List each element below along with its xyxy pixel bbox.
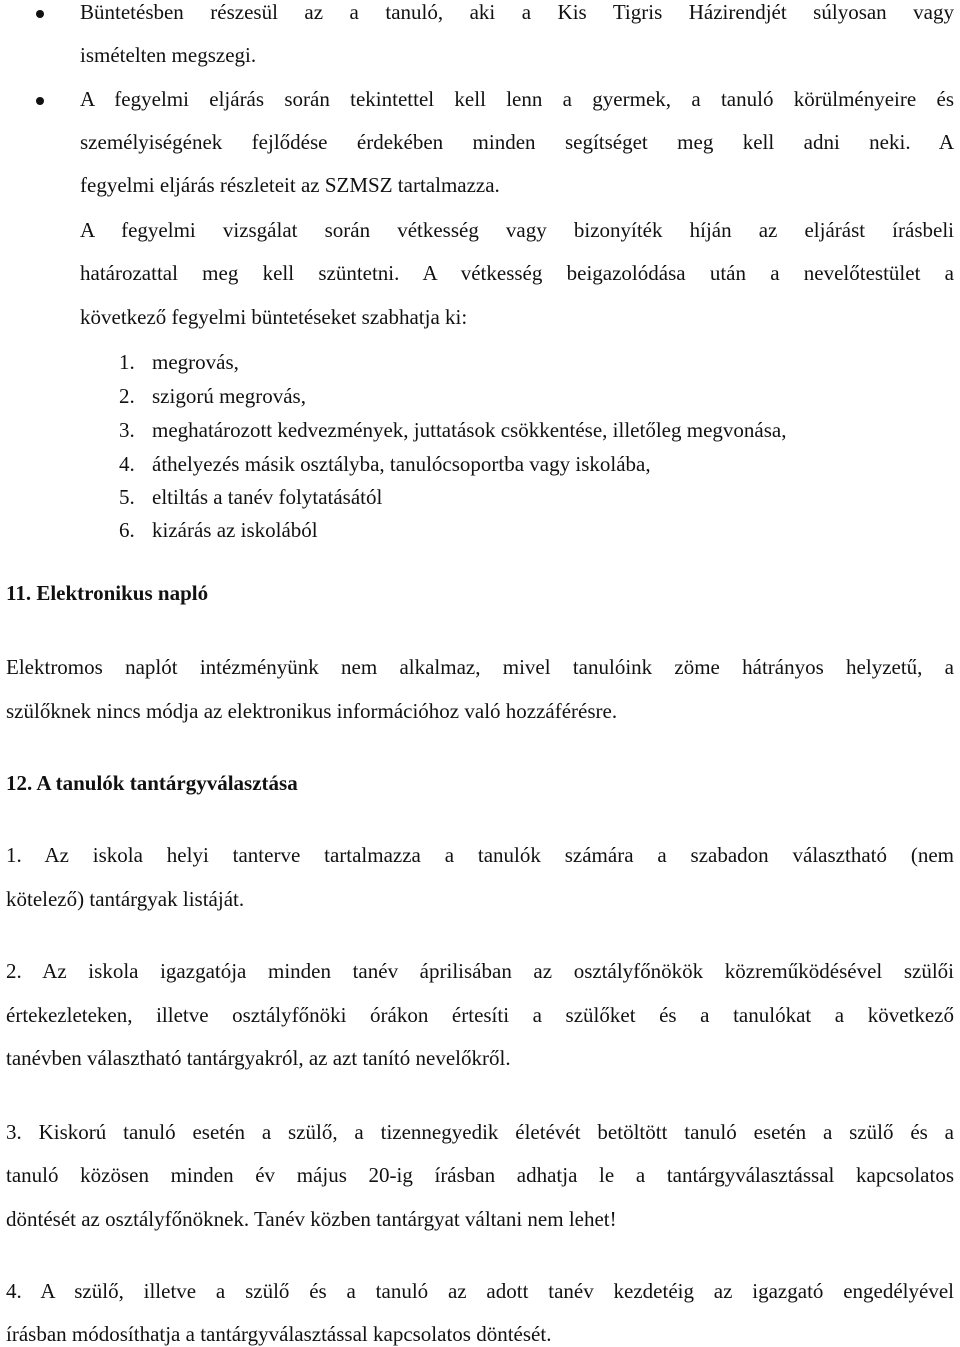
section-12-p1-line-2: kötelező) tantárgyak listáját. xyxy=(6,887,245,911)
penalty-number: 2. xyxy=(119,384,135,408)
penalty-item: meghatározott kedvezmények, juttatások csökkentése, illetőleg megvonása, xyxy=(152,418,787,442)
penalty-number: 5. xyxy=(119,485,135,509)
bullet-2-line-1: A fegyelmi eljárás során tekintettel kell lenn a gyermek, a tanuló körülményeire és xyxy=(80,87,954,111)
penalty-item: áthelyezés másik osztályba, tanulócsoportba vagy iskolába, xyxy=(152,452,651,476)
penalty-number: 4. xyxy=(119,452,135,476)
penalty-item: eltiltás a tanév folytatásától xyxy=(152,485,383,509)
penalty-item: szigorú megrovás, xyxy=(152,384,306,408)
discipline-line-3: következő fegyelmi büntetéseket szabhatja ki: xyxy=(80,305,468,329)
discipline-line-2: határozattal meg kell szüntetni. A vétkesség beigazolódása után a nevelőtestület a xyxy=(80,261,954,285)
bullet-1-line-1: Büntetésben részesül az a tanuló, aki a Kis Tigris Házirendjét súlyosan vagy xyxy=(80,0,954,24)
bullet-icon xyxy=(36,97,44,105)
section-12-p4-line-1: 4. A szülő, illetve a szülő és a tanuló az adott tanév kezdetéig az igazgató engedélyével xyxy=(6,1279,954,1303)
section-12-p4-line-2: írásban módosíthatja a tantárgyválasztással kapcsolatos döntését. xyxy=(6,1322,552,1346)
section-12-p3-line-2: tanuló közösen minden év május 20-ig írásban adhatja le a tantárgyválasztással kapcsolatos xyxy=(6,1163,954,1187)
bullet-2-line-2: személyiségének fejlődése érdekében minden segítséget meg kell adni neki. A xyxy=(80,130,954,154)
penalty-item: kizárás az iskolából xyxy=(152,518,318,542)
discipline-line-1: A fegyelmi vizsgálat során vétkesség vagy bizonyíték híján az eljárást írásbeli xyxy=(80,218,954,242)
section-12-heading: 12. A tanulók tantárgyválasztása xyxy=(6,771,298,795)
penalty-number: 1. xyxy=(119,350,135,374)
section-12-p3-line-1: 3. Kiskorú tanuló esetén a szülő, a tizennegyedik életévét betöltött tanuló esetén a szülő és a xyxy=(6,1120,954,1144)
penalty-item: megrovás, xyxy=(152,350,239,374)
bullet-2-line-3: fegyelmi eljárás részleteit az SZMSZ tartalmazza. xyxy=(80,173,500,197)
penalty-number: 6. xyxy=(119,518,135,542)
section-12-p1-line-1: 1. Az iskola helyi tanterve tartalmazza a tanulók számára a szabadon választható (nem xyxy=(6,843,954,867)
section-11-line-2: szülőknek nincs módja az elektronikus információhoz való hozzáférésre. xyxy=(6,699,618,723)
section-12-p2-line-1: 2. Az iskola igazgatója minden tanév áprilisában az osztályfőnökök közreműködésével szülői xyxy=(6,959,954,983)
section-11-line-1: Elektromos naplót intézményünk nem alkalmaz, mivel tanulóink zöme hátrányos helyzetű, a xyxy=(6,655,954,679)
section-12-p2-line-2: értekezleteken, illetve osztályfőnöki órákon értesíti a szülőket és a tanulókat a következő xyxy=(6,1003,954,1027)
section-12-p3-line-3: döntését az osztályfőnöknek. Tanév közben tantárgyat váltani nem lehet! xyxy=(6,1207,617,1231)
penalty-number: 3. xyxy=(119,418,135,442)
bullet-icon xyxy=(36,10,44,18)
section-12-p2-line-3: tanévben választható tantárgyakról, az azt tanító nevelőkről. xyxy=(6,1046,511,1070)
section-11-heading: 11. Elektronikus napló xyxy=(6,581,209,605)
bullet-1-line-2: ismételten megszegi. xyxy=(80,43,257,67)
